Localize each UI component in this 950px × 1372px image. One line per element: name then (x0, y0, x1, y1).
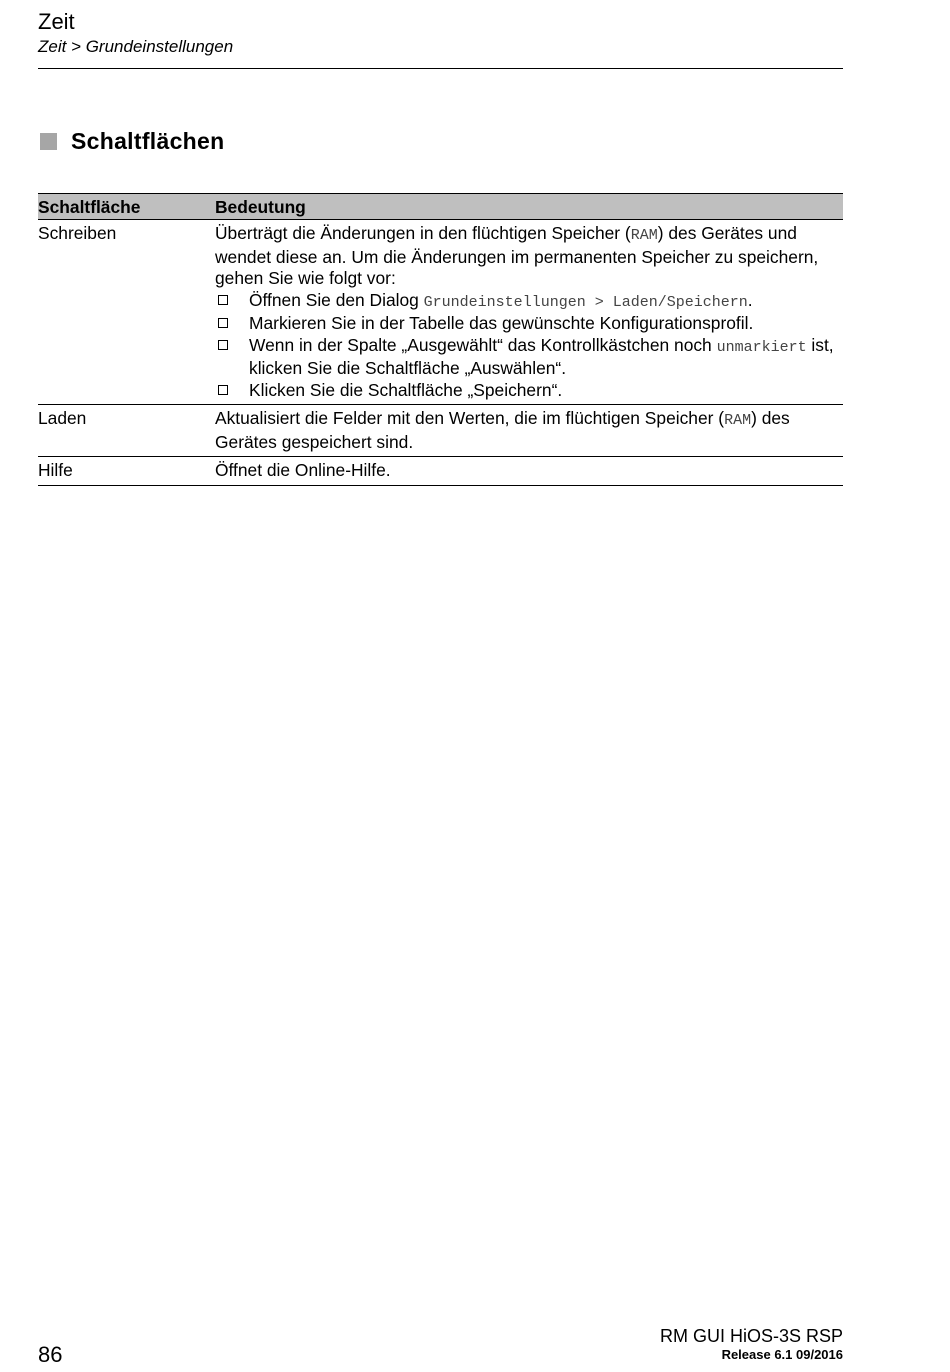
row-name: Hilfe (38, 457, 215, 486)
release-info: Release 6.1 09/2016 (721, 1347, 843, 1362)
step-text: ist, klicken Sie die Schaltfläche „Auswählen“. (249, 334, 834, 378)
code-term: unmarkiert (716, 338, 807, 356)
description-part: Überträgt die Änderungen in den flüchtigen Speicher ( (215, 223, 631, 243)
breadcrumb: Zeit > Grundeinstellungen (38, 37, 234, 56)
chapter-title: Zeit (38, 9, 75, 34)
product-name: RM GUI HiOS-3S RSP (659, 1326, 843, 1346)
step-text: Öffnen Sie den Dialog (249, 289, 424, 310)
table-row (38, 405, 843, 457)
step-list (215, 290, 843, 402)
row-name: Laden (38, 405, 215, 457)
step-text: Klicken Sie die Schaltfläche „Speichern“. (249, 379, 563, 400)
description-part: ) des Gerätes gespeichert sind. (215, 408, 790, 452)
page-number: 86 (38, 1342, 63, 1367)
buttons-table (38, 193, 843, 486)
step-text: . (747, 289, 753, 310)
checkbox-bullet-icon (218, 385, 228, 395)
step-text: Markieren Sie in der Tabelle das gewünschte Konfigurationsprofil. (249, 313, 754, 333)
header-divider (38, 68, 843, 69)
code-term: RAM (630, 227, 658, 244)
row-name: Schreiben (38, 220, 215, 405)
row-description (215, 405, 843, 457)
description-part: Aktualisiert die Felder mit den Werten, die im flüchtigen Speicher ( (215, 408, 725, 428)
square-bullet-icon (40, 133, 57, 150)
table-row (38, 220, 843, 405)
column-header-meaning: Bedeutung (215, 194, 843, 220)
step-text: Wenn in der Spalte „Ausgewählt“ das Kontrollkästchen noch (249, 334, 717, 355)
description-text (215, 223, 843, 290)
step-item (215, 335, 843, 380)
checkbox-bullet-icon (218, 340, 228, 350)
step-item (215, 290, 843, 314)
page-footer (660, 1325, 843, 1363)
row-description (215, 220, 843, 405)
row-description: Öffnet die Online-Hilfe. (215, 457, 843, 486)
column-header-button: Schaltfläche (38, 194, 215, 220)
section-heading (40, 128, 224, 155)
checkbox-bullet-icon (218, 295, 228, 305)
code-term: RAM (724, 412, 752, 429)
checkbox-bullet-icon (218, 318, 228, 328)
description-part: ) des Gerätes und wendet diese an. Um die Änderungen im permanenten Speicher zu speichern, gehen Sie wie folgt vor: (215, 223, 819, 288)
section-title: Schaltflächen (71, 128, 225, 154)
table-row (38, 457, 843, 486)
step-item (215, 380, 843, 402)
page-header (38, 8, 843, 58)
code-term: Grundeinstellungen > Laden/Speichern (423, 293, 748, 311)
step-item (215, 313, 843, 335)
table-header-row (38, 194, 843, 220)
